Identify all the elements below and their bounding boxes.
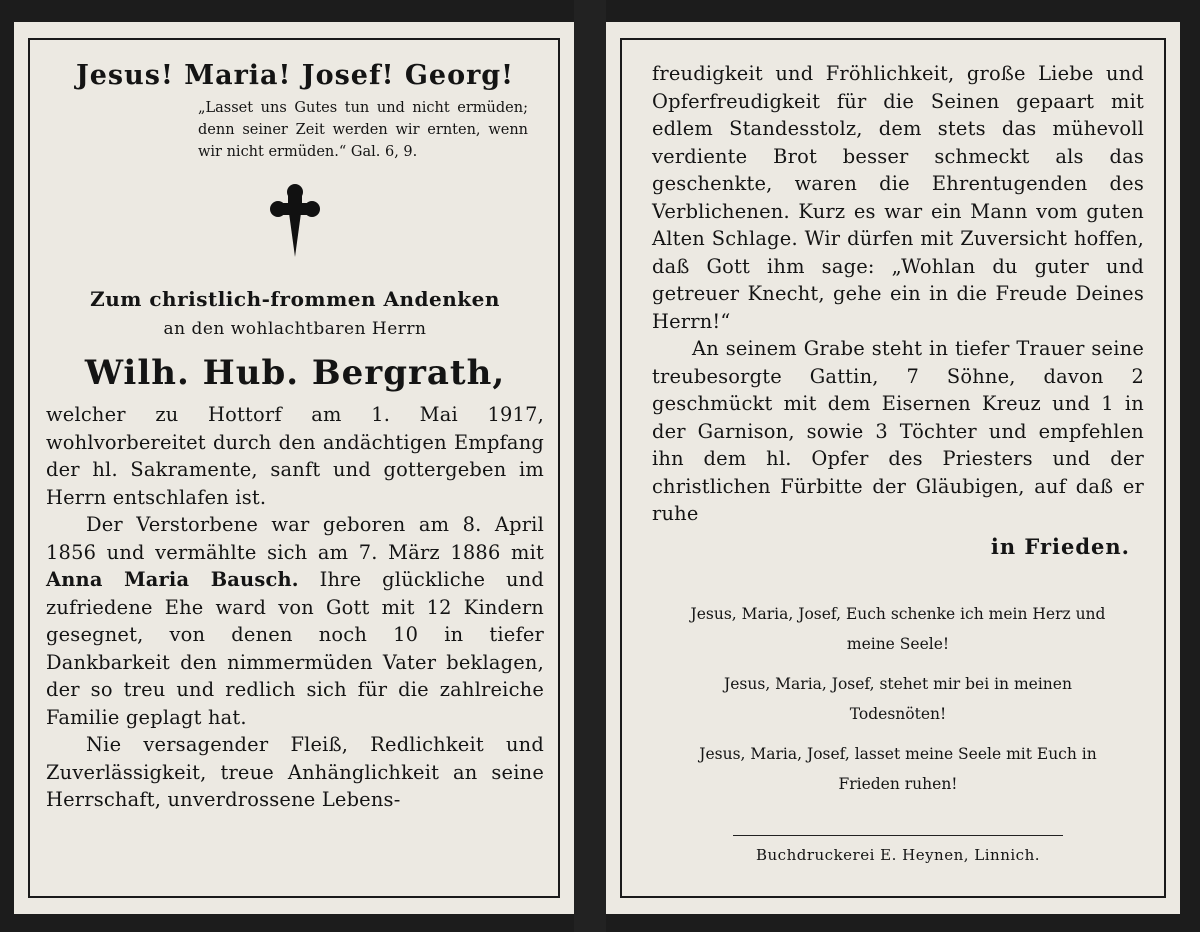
- biography-end: Ihre glückliche und zufriedene Ehe ward von Gott mit 12 Kindern gesegnet, von denen noch 10 in tiefer Dankbarkeit den nimmermüden Vater beklagen, der so treu und redlich sich für die zahlreiche Familie geplagt hat.: [46, 568, 544, 729]
- cross-icon: [269, 183, 321, 257]
- prayer-item: Jesus, Maria, Josef, Euch schenke ich mein Herz und meine Seele!: [690, 604, 1106, 653]
- virtues-continuation: freudigkeit und Fröhlichkeit, große Liebe und Opferfreudigkeit für die Seinen gepaart mit edlem Standesstolz, dem stets das mühevoll verdiente Brot besser schmeckt als das geschenkte, waren die Ehrentugenden des Verblichenen. Kurz es war ein Mann vom guten Alten Schlage. Wir dürfen mit Zuversicht hoffen, daß Gott ihm sage: „Wohlan du guter und getreuer Knecht, gehe ein in die Freude Deines Herrn!“: [652, 62, 1144, 333]
- memorial-subtitle: Zum christlich-frommen Andenken: [90, 287, 500, 311]
- right-page: [606, 22, 1180, 914]
- bible-quote: „Lasset uns Gutes tun und nicht ermüden; denn seiner Zeit werden wir ernten, wenn wir nicht ermüden.“ Gal. 6, 9.: [198, 100, 528, 160]
- prayer-list: [652, 599, 1144, 799]
- closing-words: in Frieden.: [990, 533, 1130, 559]
- invocation-heading: Jesus! Maria! Josef! Georg!: [75, 60, 515, 91]
- virtues-paragraph: Nie versagender Fleiß, Redlichkeit und Zuverlässigkeit, treue Anhänglichkeit an seine Herrschaft, unverdrossene Lebens-: [46, 733, 544, 811]
- printer-credit: Buchdruckerei E. Heynen, Linnich.: [755, 845, 1041, 864]
- deceased-name: Wilh. Hub. Bergrath,: [84, 353, 506, 393]
- prayer-item: Jesus, Maria, Josef, lasset meine Seele mit Euch in Frieden ruhen!: [699, 744, 1097, 793]
- right-page-content: [652, 60, 1144, 864]
- wife-name: Anna Maria Bausch.: [46, 568, 299, 591]
- death-paragraph: welcher zu Hottorf am 1. Mai 1917, wohlvorbereitet durch den andächtigen Empfang der hl. Sakramente, sanft und gottergeben im Herrn entschlafen ist.: [46, 403, 544, 509]
- left-page: [14, 22, 574, 914]
- dedication-line: an den wohlachtbaren Herrn: [163, 319, 427, 339]
- prayer-item: Jesus, Maria, Josef, stehet mir bei in meinen Todesnöten!: [724, 674, 1072, 723]
- biography-paragraph: [46, 511, 544, 731]
- biography-start: Der Verstorbene war geboren am 8. April 1856 und vermählte sich am 7. März 1886 mit: [46, 513, 544, 564]
- card-fold: [574, 0, 606, 932]
- mourners-paragraph: An seinem Grabe steht in tiefer Trauer seine treubesorgte Gattin, 7 Söhne, davon 2 geschmückt mit dem Eisernen Kreuz und 1 in der Garnison, sowie 3 Töchter und empfehlen ihn dem hl. Opfer des Priesters und der christlichen Fürbitte der Gläubigen, auf daß er ruhe: [652, 337, 1144, 525]
- divider-line: [733, 835, 1063, 836]
- left-page-content: [46, 60, 544, 814]
